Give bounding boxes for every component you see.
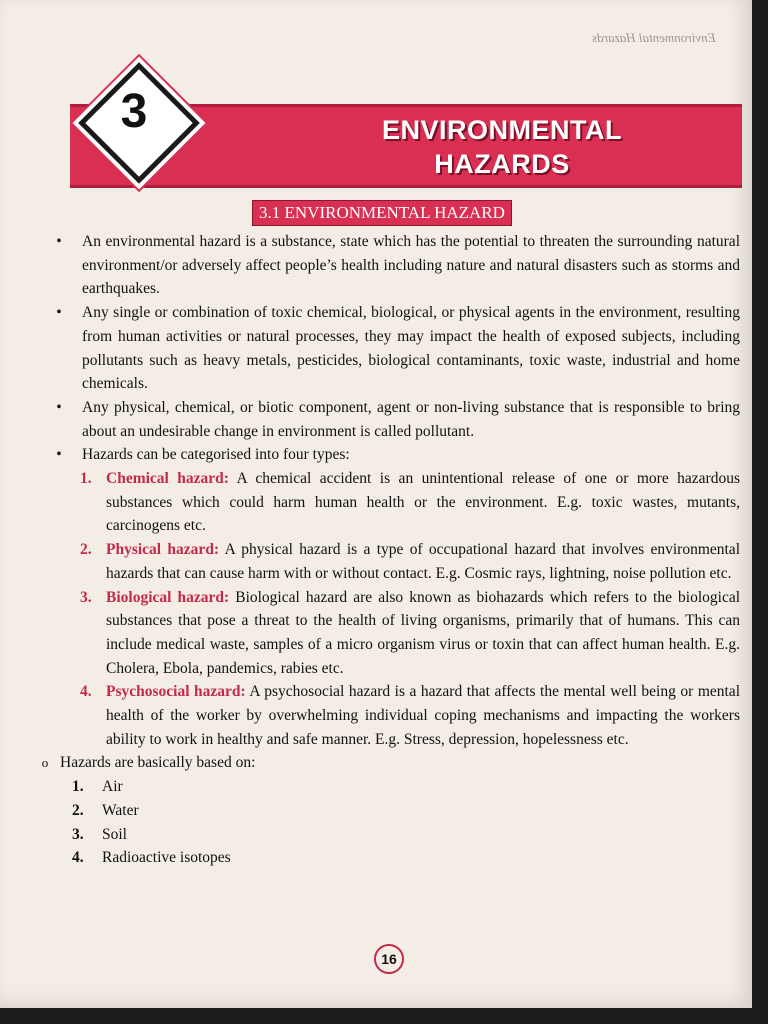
chapter-number-badge [80,64,188,172]
hazard-name: Chemical hazard: [106,470,229,488]
item-number: 3. [72,825,84,843]
bullet-marker: • [56,304,62,322]
based-on-text: Radioactive isotopes [102,849,231,867]
based-on-text: Water [102,801,139,819]
bullet-marker: • [56,398,62,416]
hazard-description: A psychosocial hazard is a hazard that affects the mental well being or mental health of the worker by overwhelming individual coping mechanisms and impacting the workers ability to work in healthy and safe manner. E.g. Stress, depression, hopelessness etc. [106,683,740,748]
bullet-text: Any single or combination of toxic chemical, biological, or physical agents in the environment, resulting from human activities or natural processes, they may impact the health of exposed subjects, including pollutants such as heavy metals, pesticides, biological contaminants, toxic waste, industrial and home chemicals. [82,304,740,393]
hazard-type-list [52,467,740,751]
based-on-item [52,775,740,799]
bullet-text: Hazards are basically based on: [60,754,256,772]
item-number: 1. [80,470,92,488]
scan-edge-bottom [0,1008,768,1024]
based-on-item [52,799,740,823]
bullet-marker: • [56,446,62,464]
item-number: 1. [72,778,84,796]
item-number: 4. [72,849,84,867]
based-on-item [52,823,740,847]
chapter-title [302,113,702,181]
scan-edge-right [752,0,768,1024]
hazard-type-item [52,586,740,681]
hazard-name: Physical hazard: [106,541,220,559]
bullet-text: Hazards can be categorised into four types: [82,446,350,464]
bullet-text: An environmental hazard is a substance, state which has the potential to threaten the surrounding natural environment/or adversely affect people’s health including nature and natural disasters such as storms and earthquakes. [82,233,740,298]
item-number: 2. [80,541,92,559]
hazard-description: Biological hazard are also known as biohazards which refers to the biological substances that pose a threat to the health of living organisms, primarily that of humans. This can include medical waste, samples of a micro organism virus or toxin that can affect human health. E.g. Cholera, Ebola, pandemics, rabies etc. [106,588,741,677]
hazard-type-item [52,680,740,751]
page-body [41,230,741,870]
item-number: 3. [80,588,92,606]
bullet-paragraph [52,301,740,396]
hazard-description: A physical hazard is a type of occupational hazard that involves environmental hazards that can cause harm with or without contact. E.g. Cosmic rays, lightning, noise pollution etc. [106,541,740,582]
item-number: 4. [80,683,92,701]
circle-bullet-paragraph [38,751,740,775]
hazard-name: Biological hazard: [106,588,230,606]
circle-bullet-marker: o [41,755,49,771]
section-heading: 3.1 ENVIRONMENTAL HAZARD [252,200,512,226]
bullet-paragraph [52,443,740,467]
bullet-text: Any physical, chemical, or biotic component, agent or non-living substance that is responsible to bring about an undesirable change in environment is called pollutant. [82,398,740,440]
page-number: 16 [374,944,404,974]
bullet-paragraph [52,396,740,443]
chapter-title-line1: ENVIRONMENTAL [382,115,622,145]
item-number: 2. [72,801,84,819]
based-on-item [52,846,740,870]
based-on-text: Soil [102,825,127,843]
bullet-paragraph [52,230,740,301]
bullet-marker: • [56,233,62,250]
chapter-title-line2: HAZARDS [434,149,570,179]
hazard-description: A chemical accident is an unintentional release of one or more hazardous substances which could harm human health or the environment. E.g. toxic wastes, mutants, carcinogens etc. [106,470,740,535]
based-on-text: Air [102,778,123,796]
chapter-number: 3 [120,85,148,138]
hazard-type-item [52,538,740,585]
hazard-type-item [52,467,740,538]
hazard-name: Psychosocial hazard: [106,683,246,701]
bleed-through-running-head: Environmental Hazards [592,30,716,45]
